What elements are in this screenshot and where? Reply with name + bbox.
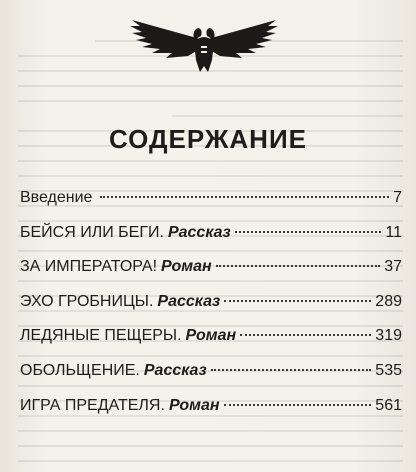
toc-entry-page: 561 — [375, 396, 402, 414]
toc-leader-dots — [224, 300, 371, 302]
toc-entry-page: 7 — [393, 189, 402, 206]
toc-entry-kind: Рассказ — [157, 292, 221, 310]
table-of-contents — [20, 189, 402, 431]
toc-leader-dots — [224, 404, 372, 406]
toc-entry-for-the-emperor — [20, 258, 402, 293]
toc-entry-kind: Роман — [185, 327, 237, 345]
toc-leader-dots — [235, 231, 382, 233]
toc-entry-kind: Рассказ — [167, 223, 231, 241]
toc-entry-kind: Рассказ — [143, 361, 207, 379]
toc-entry-title: Введение — [20, 189, 93, 206]
toc-entry-ice-caves — [20, 327, 402, 362]
toc-leader-dots — [100, 196, 389, 198]
toc-entry-page: 11 — [385, 223, 402, 241]
toc-entry-traitors-game — [20, 397, 402, 432]
imperial-eagle-icon — [128, 20, 280, 74]
toc-entry-intro — [20, 189, 402, 224]
toc-leader-dots — [240, 334, 371, 336]
toc-entry-title: ОБОЛЬЩЕНИЕ. — [20, 361, 140, 379]
toc-entry-title: ИГРА ПРЕДАТЕЛЯ. — [20, 396, 165, 414]
toc-leader-dots — [211, 369, 372, 371]
toc-entry-page: 289 — [375, 292, 402, 310]
toc-entry-page: 37 — [384, 258, 402, 276]
toc-entry-page: 319 — [375, 327, 402, 345]
toc-entry-kind: Роман — [168, 396, 220, 414]
toc-entry-tomb-echo — [20, 293, 402, 328]
toc-entry-seduction — [20, 362, 402, 397]
toc-entry-page: 535 — [375, 361, 402, 379]
toc-entry-title: ЭХО ГРОБНИЦЫ. — [20, 292, 154, 310]
toc-entry-fight-or-flight — [20, 224, 402, 259]
page-title: СОДЕРЖАНИЕ — [109, 124, 307, 154]
toc-entry-title: ЗА ИМПЕРАТОРА! — [20, 258, 158, 276]
toc-entry-title: ЛЕДЯНЫЕ ПЕЩЕРЫ. — [20, 327, 182, 345]
toc-leader-dots — [216, 265, 381, 267]
toc-entry-kind: Роман — [161, 258, 212, 276]
toc-entry-title: БЕЙСЯ ИЛИ БЕГИ. — [20, 223, 164, 241]
